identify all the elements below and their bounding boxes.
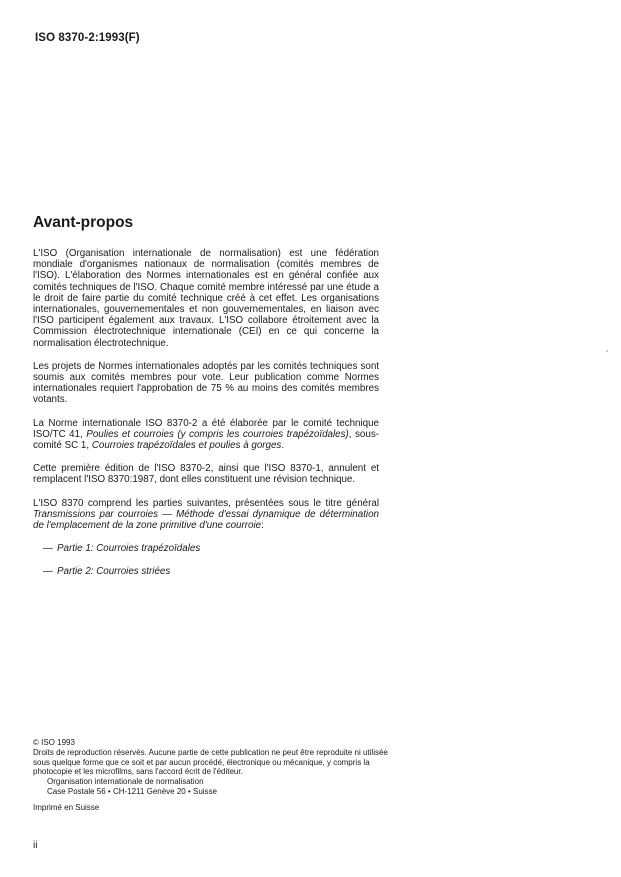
page-title: Avant-propos [33,214,134,231]
foreword-body [33,248,379,590]
parts-text-after: : [261,520,264,532]
page-number: ii [33,840,38,851]
organization-name: Organisation internationale de normalisation [47,777,204,787]
committee-text-after: . [281,440,285,452]
paragraph-edition: Cette première édition de l'ISO 8370-2, ainsi que l'ISO 8370-1, annulent et remplacent l'ISO 8370:1987, dont elles constituent une révision technique. [33,463,379,486]
rights-statement: Droits de reproduction réservés. Aucune partie de cette publication ne peut être reproduite ni utilisée sous quelque forme que ce soit et par aucun procédé, électronique ou mécanique, y compris la photocopie et les microfilms, sans l'accord écrit de l'éditeur. [33,747,388,777]
part-label: Partie 1: Courroies trapézoïdales [57,543,201,555]
scan-speck [606,350,608,352]
paragraph-parts-intro [33,498,379,532]
copyright-block [33,738,393,813]
committee-text-before: La Norme internationale ISO 8370-2 a été élaborée par le comité technique ISO/TC 41, [33,417,379,440]
committee-text-middle: , sous-comité SC 1, [33,428,379,452]
list-item [43,566,379,577]
tc-title: Poulies et courroies (y compris les courroies trapézoïdales) [86,428,349,440]
paragraph-committee [33,418,379,452]
list-item [43,543,379,554]
paragraph-iso-intro: L'ISO (Organisation internationale de normalisation) est une fédération mondiale d'organismes nationaux de normalisation (comités membres de l'ISO). L'élaboration des Normes internationales est en général confiée aux comités techniques de l'ISO. Chaque comité membre intéressé par une étude a le droit de faire partie du comité technique créé à cet effet. Les organisations internationales, gouvernementales et non gouvernementales, en liaison avec l'ISO participent également aux travaux. L'ISO collabore étroitement avec la Commission électrotechnique internationale (CEI) en ce qui concerne la normalisation électrotechnique. [33,248,379,349]
printed-in: Imprimé en Suisse [33,802,100,812]
general-title: Transmissions par courroies — Méthode d'essai dynamique de détermination de l'emplacement de la zone primitive d'une courroie [33,508,379,532]
document-id: ISO 8370-2:1993(F) [35,32,140,44]
list-dash: — [43,566,53,578]
paragraph-voting: Les projets de Normes internationales adoptés par les comités techniques sont soumis aux comités membres pour vote. Leur publication comme Normes internationales requiert l'approbation de 75 % au moins des comités membres votants. [33,360,379,406]
copyright-line: © ISO 1993 [33,738,75,747]
sc-title: Courroies trapézoïdales et poulies à gorges [91,440,282,452]
list-dash: — [43,543,53,555]
parts-list [33,543,379,577]
parts-text-before: L'ISO 8370 comprend les parties suivantes, présentées sous le titre général [33,497,379,509]
organization-address: Case Postale 56 • CH-1211 Genève 20 • Suisse [47,786,217,796]
part-label: Partie 2: Courroies striées [57,566,171,578]
